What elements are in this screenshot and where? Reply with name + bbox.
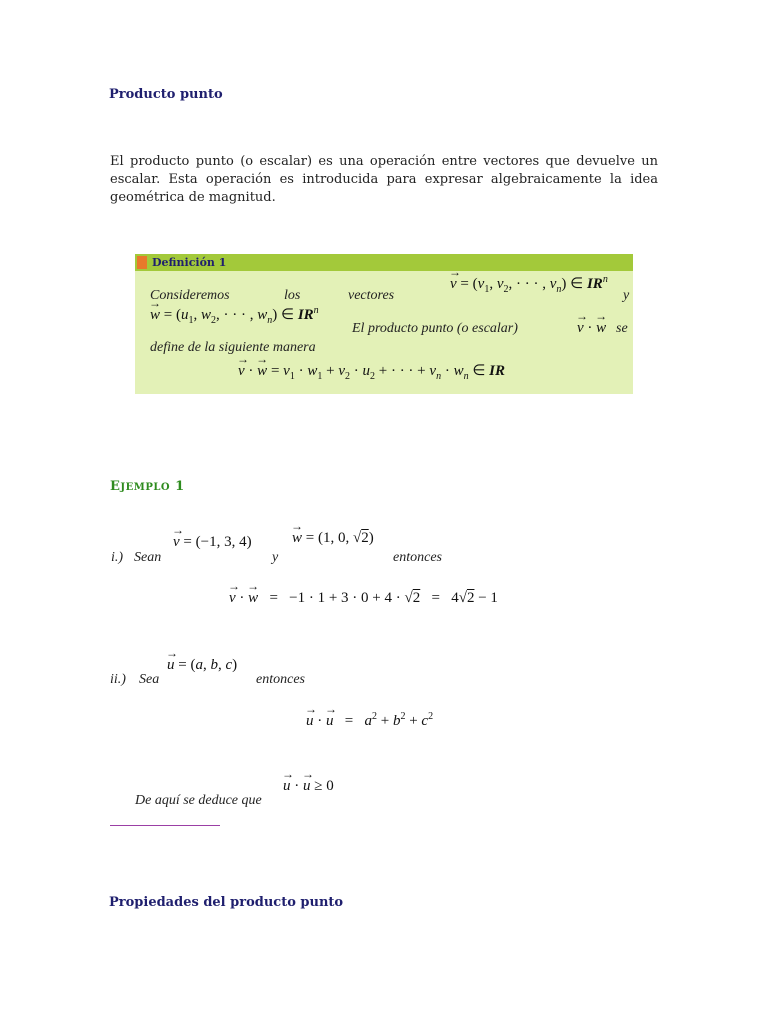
intro-paragraph: El producto punto (o escalar) es una operación entre vectores que devuelve un escalar. Esta operación es introducida para expresar algebraicamente la idea geométrica de magnitud. <box>110 154 658 205</box>
example-i-result: → v · → w = −1 · 1 + 3 · 0 + 4 · √2 = 4√2 − 1 <box>229 590 498 607</box>
example-i-label: i.) <box>111 550 124 565</box>
deduce-inequality: → u · → u ≥ 0 <box>283 778 334 795</box>
example-i-vector-v: → v = (−1, 3, 4) <box>173 534 252 551</box>
definition-marker <box>137 256 147 269</box>
def-word-consideremos: Consideremos <box>150 288 230 303</box>
def-line3-text: define de la siguiente manera <box>150 340 316 355</box>
definition-box <box>135 254 633 394</box>
example-ii-sea: Sea <box>139 672 160 687</box>
def-word-se: se <box>616 321 628 336</box>
example-i-vector-w: → w = (1, 0, √2) <box>292 530 374 547</box>
def-vector-w: → $w = (u_1$, $w_2$, · · · , $w_n$) ∈ $IR^n$ <box>150 305 319 326</box>
example-i-sean: Sean <box>134 550 162 565</box>
example-i-y: y <box>272 550 279 565</box>
example-i-entonces: entonces <box>393 550 442 565</box>
example-ii-entonces: entonces <box>256 672 305 687</box>
def-vector-v: → $v = (v_1$, $v_2$, · · · , $v_n$) ∈ $IR^n$ <box>450 274 608 295</box>
def-dot-expression: → v · → w <box>577 320 606 337</box>
example-title <box>110 479 185 494</box>
section-separator <box>110 825 220 826</box>
example-ii-result: → u · → $u = a^2 + b^2 + c^2$ <box>306 711 433 730</box>
section-title-producto-punto: Producto punto <box>109 87 223 102</box>
example-title-number: 1 <box>175 479 185 494</box>
example-title-rest: JEMPLO <box>120 482 171 493</box>
deduce-text: De aquí se deduce que <box>135 793 262 808</box>
example-ii-label: ii.) <box>110 672 126 687</box>
def-word-los: los <box>284 288 301 303</box>
def-word-vectores: vectores <box>348 288 395 303</box>
def-word-y: y <box>623 288 630 303</box>
def-line2-text: El producto punto (o escalar) <box>352 321 518 336</box>
example-ii-vector-u: → u = (a, b, c) <box>167 657 237 674</box>
definition-header <box>135 254 633 271</box>
section-title-propiedades: Propiedades del producto punto <box>109 895 344 910</box>
def-formula: → v · → $w = v_1 \cdot w_1 + v_2 \cdot u_2$ + · · · + $v_n \cdot w_n$ ∈ IR <box>238 361 505 382</box>
example-title-first: E <box>110 479 121 494</box>
definition-label: Definición 1 <box>152 256 227 269</box>
